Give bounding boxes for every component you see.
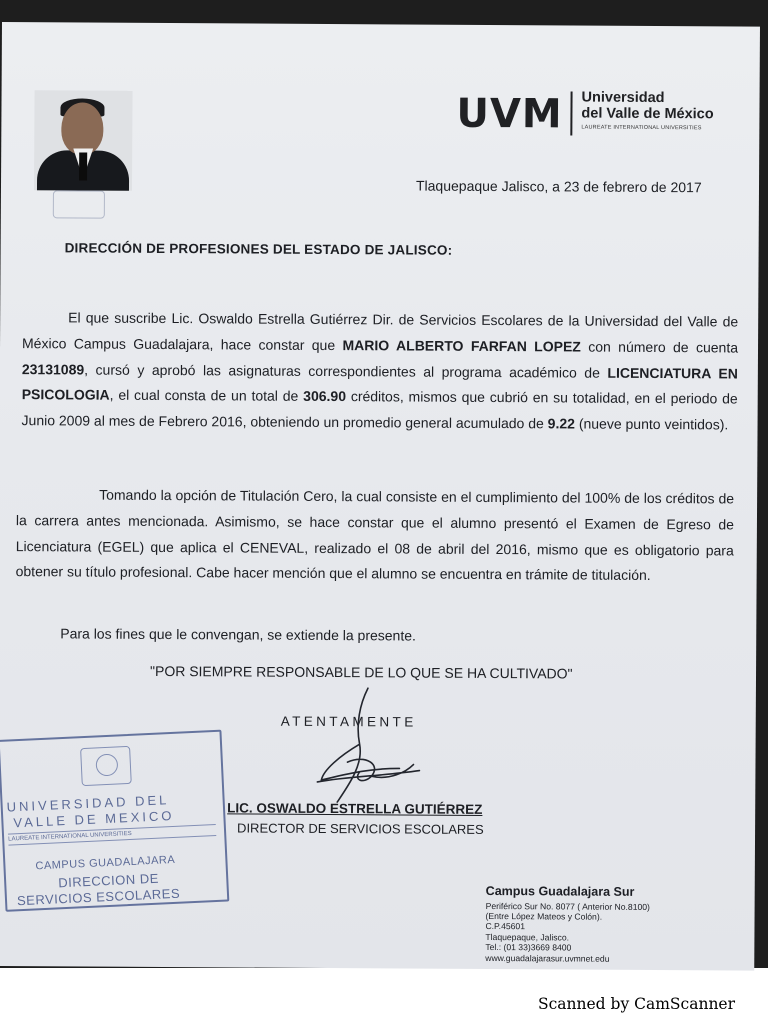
titulation-paragraph: Tomando la opción de Titulación Cero, la cual consiste en el cumplimiento del 100% de los créditos de la carrera antes mencionada. Asimismo, se hace constar que el alumno presentó el Examen de Egreso de Licenciatura (EGEL) que aplica el CENEVAL, realizado el 08 de abril del 2016, mismo que es obligatorio para obtener su título profesional. Cabe hacer mención que el alumno se encuentra en trámite de titulación. xyxy=(15,486,735,584)
date-line: Tlaquepaque Jalisco, a 23 de febrero de 2017 xyxy=(415,177,702,196)
scanner-watermark: Scanned by CamScanner xyxy=(538,995,736,1013)
atentamente-label: ATENTAMENTE xyxy=(280,713,417,730)
address-line: (Entre López Mateos y Colón). xyxy=(485,910,603,922)
address-postal-code: C.P.45601 xyxy=(485,920,526,932)
letter-page xyxy=(0,22,760,971)
uvm-logo-mark: UVM xyxy=(456,90,563,138)
stamp-text: DIRECCION DE xyxy=(57,870,160,891)
stamp-text: UNIVERSIDAD DEL xyxy=(6,792,170,815)
logo-divider xyxy=(570,91,572,135)
logo-university-line: Universidad xyxy=(581,89,665,107)
signer-name: LIC. OSWALDO ESTRELLA GUTIÉRREZ xyxy=(227,800,483,817)
address-website: www.guadalajarasur.uvmnet.edu xyxy=(485,952,610,964)
logo-tagline: LAUREATE INTERNATIONAL UNIVERSITIES xyxy=(581,124,702,132)
stamp-emblem-icon xyxy=(80,746,132,786)
signer-title: DIRECTOR DE SERVICIOS ESCOLARES xyxy=(237,820,484,837)
stamp-text: CAMPUS GUADALAJARA xyxy=(35,853,176,873)
closing-line: Para los fines que le convengan, se extiende la presente. xyxy=(60,625,416,644)
address-city: Tlaquepaque, Jalisco. xyxy=(485,931,570,943)
addressee-heading: DIRECCIÓN DE PROFESIONES DEL ESTADO DE JALISCO: xyxy=(64,240,453,258)
official-stamp xyxy=(0,730,229,912)
university-motto: "POR SIEMPRE RESPONSABLE DE LO QUE SE HA CULTIVADO" xyxy=(149,662,573,682)
campus-name: Campus Guadalajara Sur xyxy=(485,883,635,899)
logo-valle-line: del Valle de México xyxy=(581,105,714,123)
id-photo xyxy=(34,90,133,191)
grade-average: 9.22 xyxy=(547,415,576,432)
student-name: MARIO ALBERTO FARFAN LOPEZ xyxy=(342,336,581,355)
photo-seal-stamp xyxy=(53,190,105,218)
stamp-text: VALLE DE MEXICO xyxy=(13,807,175,831)
account-number: 23131089 xyxy=(21,360,85,378)
program-name: LICENCIATURA EN PSICOLOGIA xyxy=(21,364,738,404)
address-line: Periférico Sur No. 8077 ( Anterior No.8100) xyxy=(485,900,650,912)
certification-paragraph: El que suscribe Lic. Oswaldo Estrella Gutiérrez Dir. de Servicios Escolares de la Universidad del Valle de México Campus Guadalajara, hace constar que MARIO ALBERTO FARFAN LOPEZ con número de cuenta 23131089, cursó y aprobó las asignaturas correspondientes al programa académico de LICENCIATURA EN PSICOLOGIA, el cual consta de un total de 306.90 créditos, mismos que cubrió en su totalidad, en el periodo de Junio 2009 al mes de Febrero 2016, obteniendo un promedio general acumulado de 9.22 (nueve punto veintidos). xyxy=(21,309,739,433)
address-phone: Tel.: (01 33)3669 8400 xyxy=(485,941,572,953)
stamp-bar-text: LAUREATE INTERNATIONAL UNIVERSITIES xyxy=(8,824,216,846)
credits-total: 306.90 xyxy=(303,388,347,405)
stamp-text: SERVICIOS ESCOLARES xyxy=(16,885,181,909)
